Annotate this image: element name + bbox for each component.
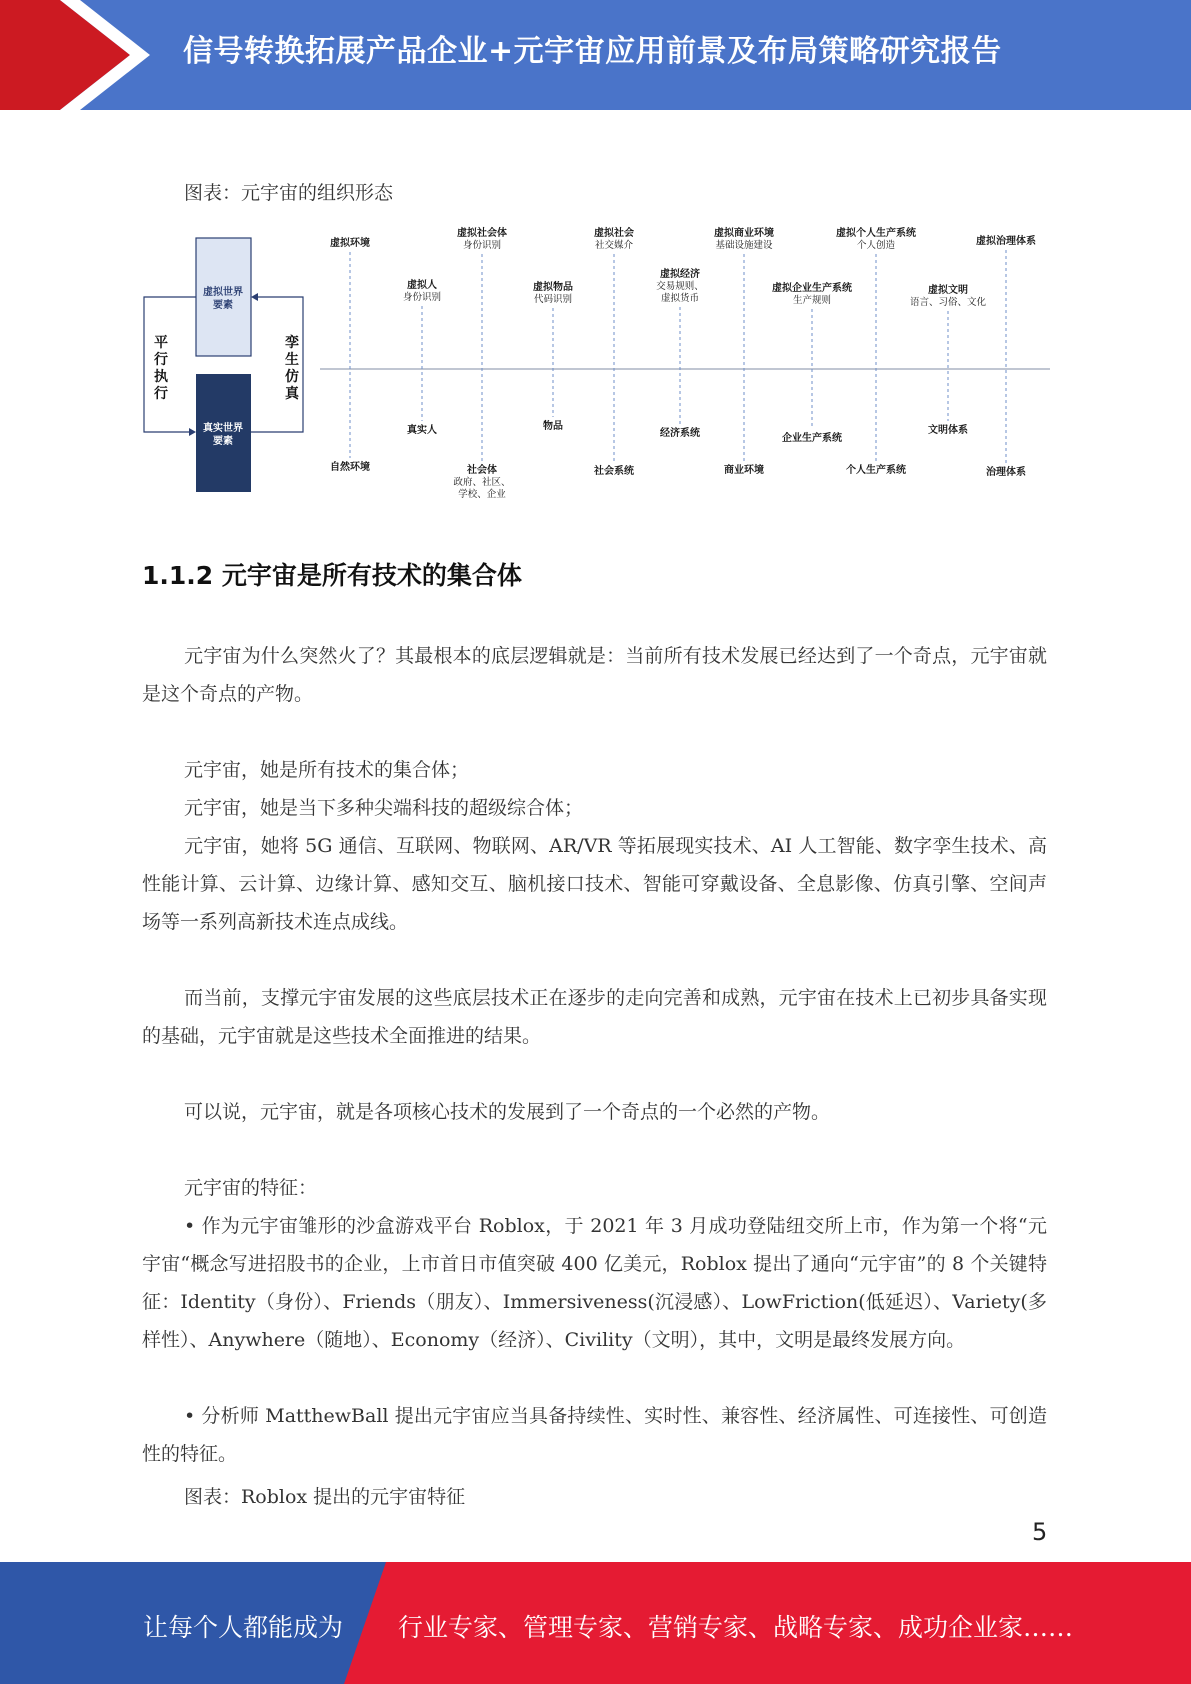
real-element-subtitle: 政府、社区、 <box>453 477 511 488</box>
real-element-title: 文明体系 <box>928 425 968 436</box>
real-element-title: 社会系统 <box>594 466 634 477</box>
page-header <box>0 0 1191 110</box>
virtual-element-title: 虚拟文明 <box>928 285 968 296</box>
virtual-element-title: 虚拟治理体系 <box>976 236 1036 247</box>
virtual-element-title: 虚拟经济 <box>660 269 700 280</box>
section-heading: 1.1.2 元宇宙是所有技术的集合体 <box>142 561 522 590</box>
paragraph-collection: 元宇宙，她是所有技术的集合体； <box>184 759 470 781</box>
virtual-element-title: 虚拟环境 <box>330 238 370 249</box>
paragraph-synthesis: 元宇宙，她是当下多种尖端科技的超级综合体； <box>184 797 584 819</box>
virtual-element-title: 虚拟个人生产系统 <box>836 228 916 239</box>
page-footer <box>0 1562 1191 1684</box>
metaverse-organization-diagram <box>140 220 1060 510</box>
real-element-title: 自然环境 <box>330 462 370 473</box>
real-element-title: 经济系统 <box>660 428 700 439</box>
virtual-element-title: 虚拟物品 <box>533 282 573 293</box>
paragraph-matthewball: • 分析师 MatthewBall 提出元宇宙应当具备持续性、实时性、兼容性、经济属性、可连接性、可创造性的特征。 <box>142 1405 1047 1465</box>
real-element-title: 社会体 <box>467 465 497 476</box>
real-element-title: 个人生产系统 <box>846 465 906 476</box>
virtual-element-title: 虚拟社会 <box>594 228 634 239</box>
virtual-element-subtitle: 代码识别 <box>533 294 573 305</box>
paragraph-intro: 元宇宙为什么突然火了？其最根本的底层逻辑就是：当前所有技术发展已经达到了一个奇点，元宇宙就是这个奇点的产物。 <box>142 645 1047 705</box>
real-element-title: 商业环境 <box>724 465 764 476</box>
virtual-element-subtitle: 基础设施建设 <box>715 240 773 251</box>
real-element-title: 物品 <box>543 421 563 432</box>
real-element-title: 真实人 <box>407 425 437 436</box>
real-element-title: 治理体系 <box>986 467 1026 478</box>
twin-simulation-label: 孪生仿真 <box>285 335 299 402</box>
virtual-element-title: 虚拟人 <box>407 280 437 291</box>
virtual-element-subtitle: 交易规则、 <box>656 281 704 292</box>
paragraph-features-heading: 元宇宙的特征： <box>184 1177 318 1199</box>
real-world-label: 真实世界要素 <box>203 423 243 447</box>
page-number: 5 <box>1032 1518 1048 1546</box>
virtual-world-label: 虚拟世界要素 <box>203 287 243 311</box>
paragraph-roblox: • 作为元宇宙雏形的沙盒游戏平台 Roblox，于 2021 年 3 月成功登陆纽交所上市，作为第一个将“元宇宙“概念写进招股书的企业，上市首日市值突破 400 亿美元，Roblox 提出了通向“元宇宙”的 8 个关键特征：Identity（身份）、Friends（朋友）、Immersiveness(沉浸感）、LowFriction(低延迟）、Variety(多样性）、Anywhere（随地）、Economy（经济）、Civility（文明），其中，文明是最终发展方向。 <box>142 1215 1047 1351</box>
paragraph-foundation: 而当前，支撑元宇宙发展的这些底层技术正在逐步的走向完善和成熟，元宇宙在技术上已初步具备实现的基础，元宇宙就是这些技术全面推进的结果。 <box>142 987 1047 1047</box>
virtual-element-subtitle: 虚拟货币 <box>660 293 700 304</box>
virtual-element-title: 虚拟商业环境 <box>714 228 774 239</box>
virtual-element-title: 虚拟企业生产系统 <box>772 283 852 294</box>
report-title: 信号转换拓展产品企业+元宇宙应用前景及布局策略研究报告 <box>183 34 1002 69</box>
footer-slogan-left: 让每个人都能成为 <box>143 1613 344 1642</box>
virtual-element-subtitle: 生产规则 <box>792 295 832 306</box>
virtual-element-subtitle: 身份识别 <box>462 240 502 251</box>
real-element-subtitle: 学校、企业 <box>458 489 506 500</box>
real-element-title: 企业生产系统 <box>782 433 842 444</box>
virtual-element-subtitle: 身份识别 <box>402 292 442 303</box>
paragraph-singularity: 可以说，元宇宙，就是各项核心技术的发展到了一个奇点的一个必然的产物。 <box>184 1101 831 1123</box>
figure-caption: 图表：元宇宙的组织形态 <box>184 182 394 204</box>
virtual-element-subtitle: 个人创造 <box>856 240 896 251</box>
virtual-element-subtitle: 语言、习俗、文化 <box>909 297 987 308</box>
figure-caption-2: 图表：Roblox 提出的元宇宙特征 <box>184 1486 466 1508</box>
paragraph-technologies: 元宇宙，她将 5G 通信、互联网、物联网、AR/VR 等拓展现实技术、AI 人工智能、数字孪生技术、高性能计算、云计算、边缘计算、感知交互、脑机接口技术、智能可穿戴设备、全息影像、仿真引擎、空间声场等一系列高新技术连点成线。 <box>142 835 1047 933</box>
virtual-element-subtitle: 社交媒介 <box>594 240 634 251</box>
virtual-element-title: 虚拟社会体 <box>457 228 507 239</box>
parallel-execution-label: 平行执行 <box>154 335 168 402</box>
footer-slogan-right: 行业专家、管理专家、营销专家、战略专家、成功企业家…… <box>398 1613 1074 1642</box>
